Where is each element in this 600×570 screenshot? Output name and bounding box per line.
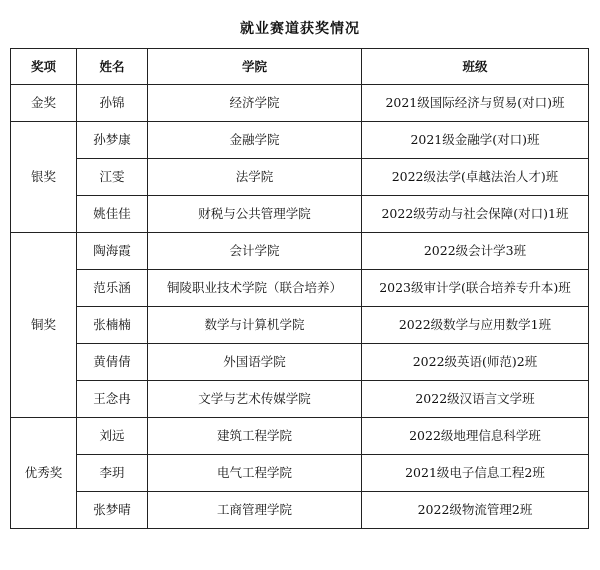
table-row — [11, 270, 589, 307]
name-cell: 王念冉 — [77, 381, 148, 418]
class-cell: 2022级地理信息科学班 — [362, 418, 589, 455]
college-cell: 数学与计算机学院 — [148, 307, 362, 344]
table-row — [11, 455, 589, 492]
class-cell: 2022级法学(卓越法治人才)班 — [362, 159, 589, 196]
award-cell-bronze: 铜奖 — [11, 233, 77, 418]
class-cell: 2021级金融学(对口)班 — [362, 122, 589, 159]
college-cell: 法学院 — [148, 159, 362, 196]
class-cell: 2022级数学与应用数学1班 — [362, 307, 589, 344]
table-row — [11, 418, 589, 455]
header-award: 奖项 — [11, 49, 77, 85]
class-cell: 2021级国际经济与贸易(对口)班 — [362, 85, 589, 122]
name-cell: 陶海霞 — [77, 233, 148, 270]
college-cell: 文学与艺术传媒学院 — [148, 381, 362, 418]
table-row — [11, 196, 589, 233]
page-title: 就业赛道获奖情况 — [240, 21, 360, 37]
table-row — [11, 233, 589, 270]
header-college: 学院 — [148, 49, 362, 85]
award-cell-gold: 金奖 — [11, 85, 77, 122]
class-cell: 2023级审计学(联合培养专升本)班 — [362, 270, 589, 307]
college-cell: 建筑工程学院 — [148, 418, 362, 455]
college-cell: 会计学院 — [148, 233, 362, 270]
name-cell: 黄倩倩 — [77, 344, 148, 381]
name-cell: 李玥 — [77, 455, 148, 492]
class-cell: 2022级会计学3班 — [362, 233, 589, 270]
college-cell: 铜陵职业技术学院（联合培养） — [148, 270, 362, 307]
table-row — [11, 344, 589, 381]
table-row — [11, 492, 589, 529]
class-cell: 2021级电子信息工程2班 — [362, 455, 589, 492]
name-cell: 江雯 — [77, 159, 148, 196]
name-cell: 张梦晴 — [77, 492, 148, 529]
name-cell: 刘远 — [77, 418, 148, 455]
college-cell: 工商管理学院 — [148, 492, 362, 529]
table-row — [11, 307, 589, 344]
class-cell: 2022级汉语言文学班 — [362, 381, 589, 418]
college-cell: 外国语学院 — [148, 344, 362, 381]
college-cell: 财税与公共管理学院 — [148, 196, 362, 233]
header-name: 姓名 — [77, 49, 148, 85]
class-cell: 2022级劳动与社会保障(对口)1班 — [362, 196, 589, 233]
name-cell: 孙锦 — [77, 85, 148, 122]
name-cell: 范乐涵 — [77, 270, 148, 307]
header-class: 班级 — [362, 49, 589, 85]
name-cell: 张楠楠 — [77, 307, 148, 344]
award-cell-silver: 银奖 — [11, 122, 77, 233]
award-cell-excellence: 优秀奖 — [11, 418, 77, 529]
table-row — [11, 122, 589, 159]
class-cell: 2022级英语(师范)2班 — [362, 344, 589, 381]
name-cell: 姚佳佳 — [77, 196, 148, 233]
college-cell: 电气工程学院 — [148, 455, 362, 492]
college-cell: 金融学院 — [148, 122, 362, 159]
awards-table — [10, 48, 589, 529]
class-cell: 2022级物流管理2班 — [362, 492, 589, 529]
table-row — [11, 381, 589, 418]
table-row — [11, 159, 589, 196]
table-row — [11, 85, 589, 122]
name-cell: 孙梦康 — [77, 122, 148, 159]
college-cell: 经济学院 — [148, 85, 362, 122]
table-header-row — [11, 49, 589, 85]
